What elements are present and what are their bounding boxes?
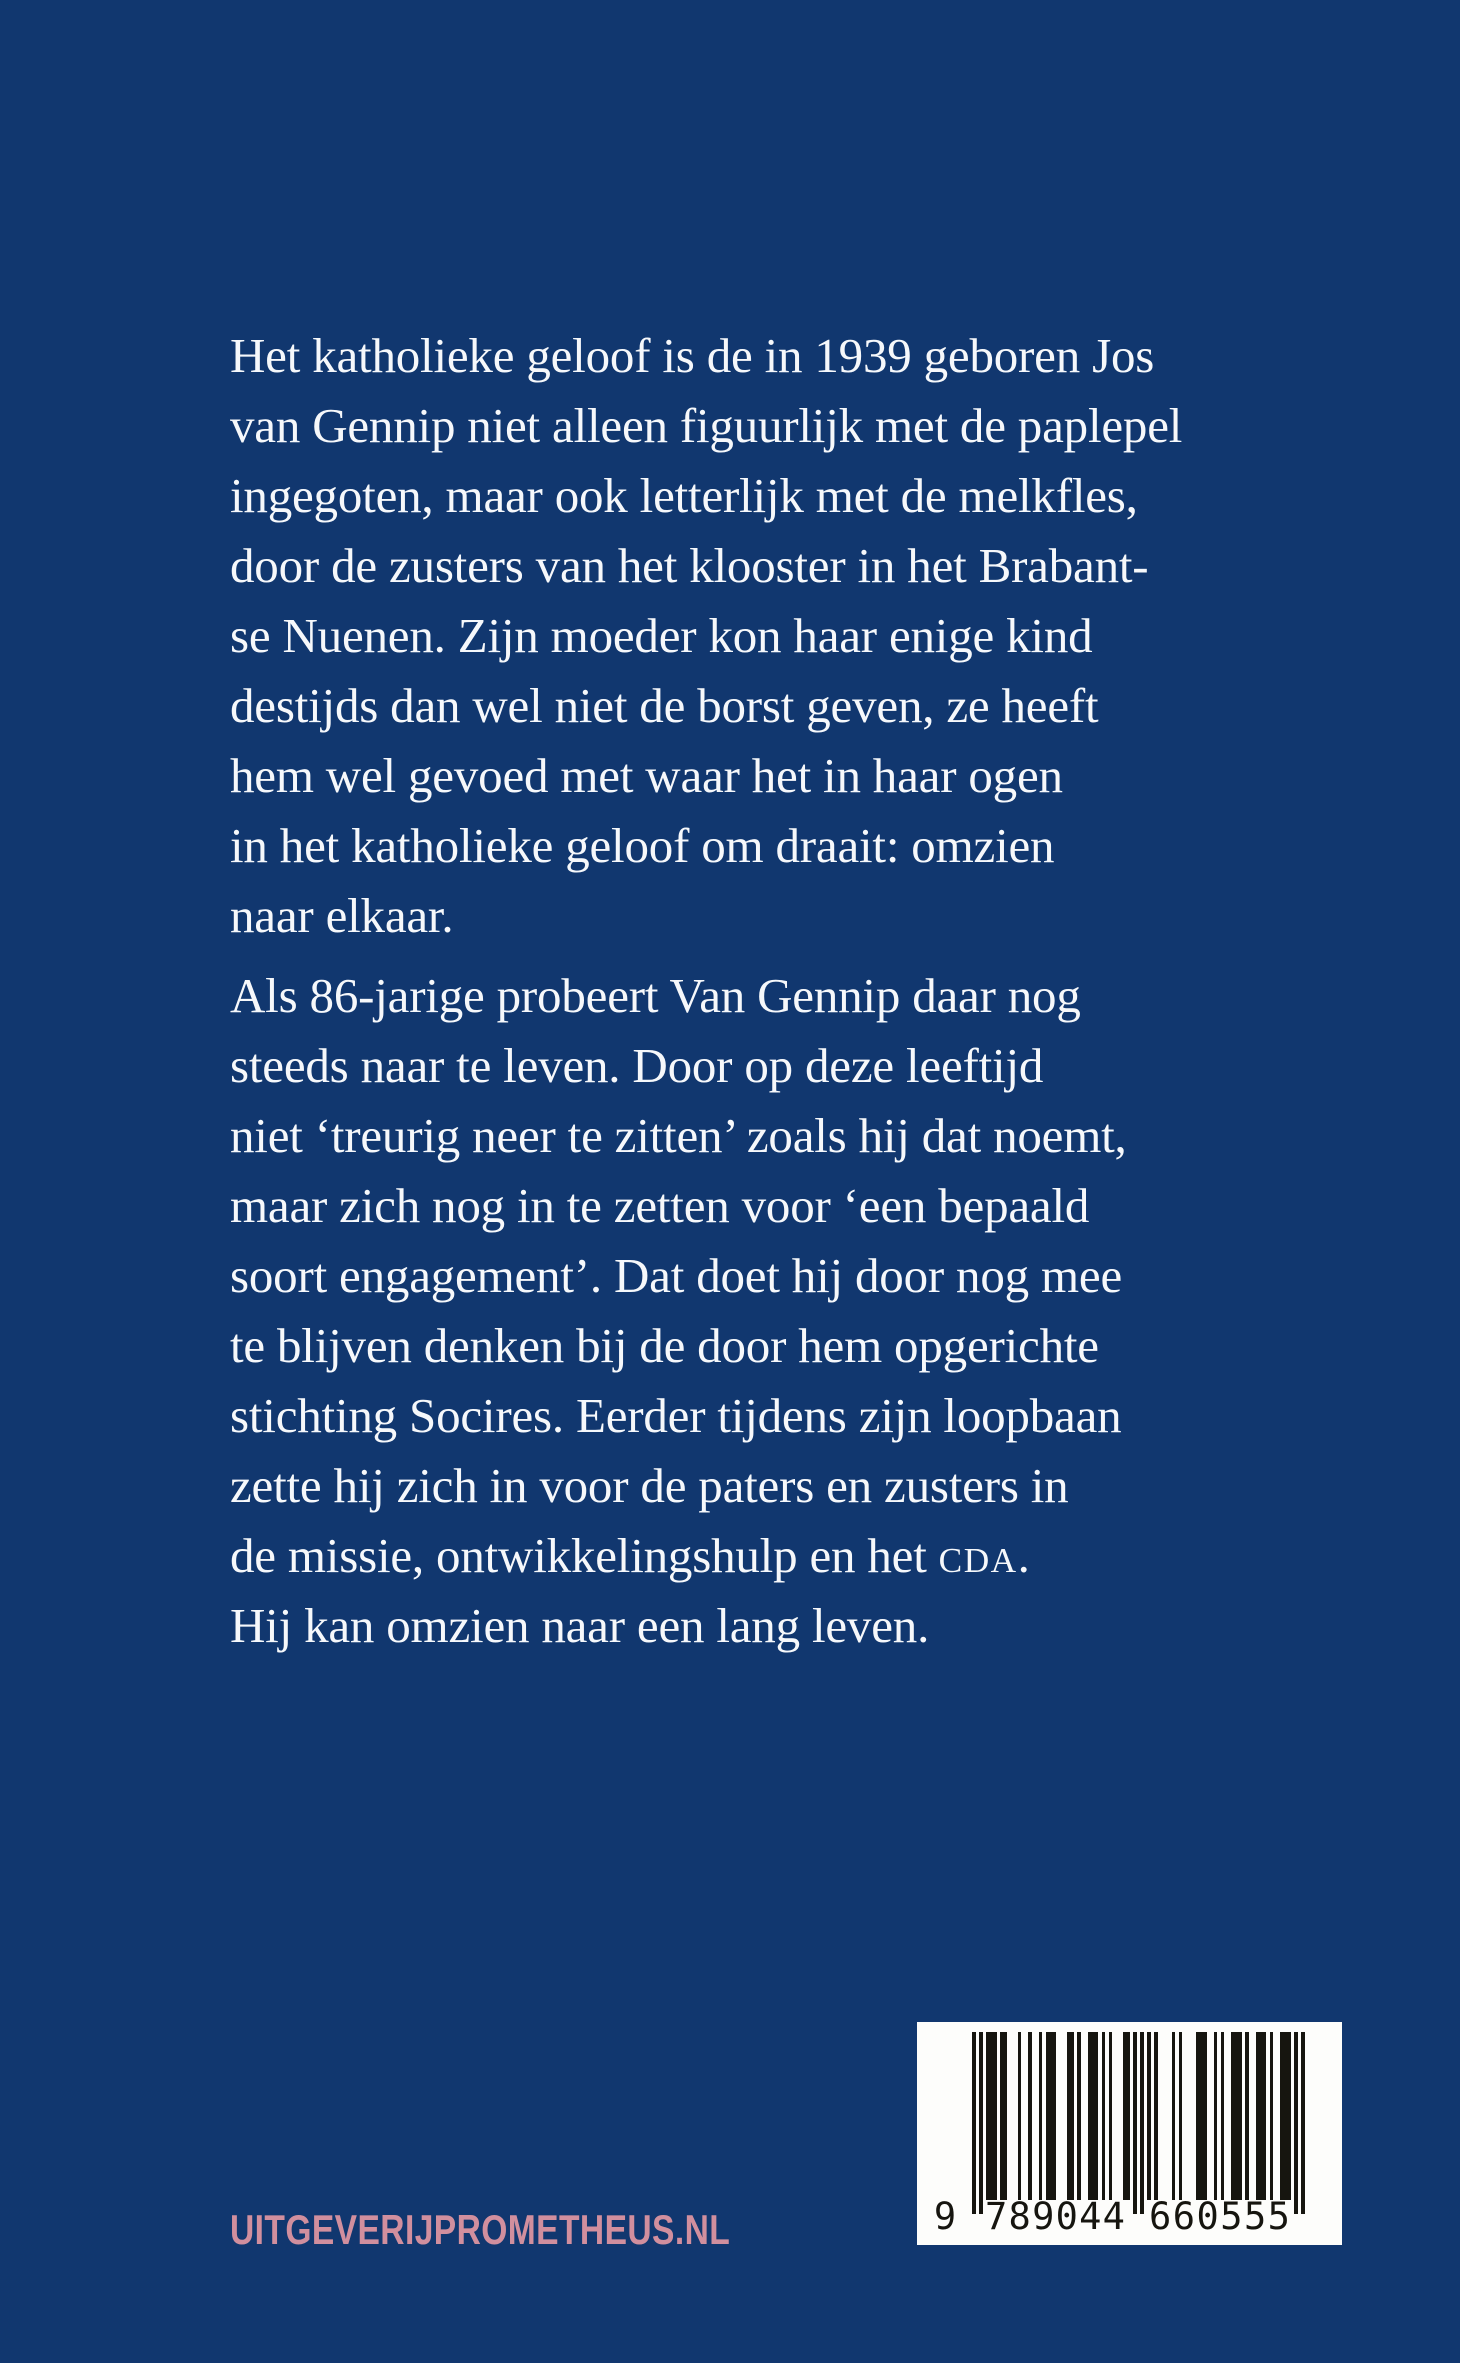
- blurb-paragraph-1: [230, 321, 1310, 951]
- blurb-line: soort engagement’. Dat doet hij door nog mee: [230, 1248, 1123, 1303]
- blurb-line: Hij kan omzien naar een lang leven.: [230, 1598, 930, 1653]
- barcode-digit: 4: [1102, 2195, 1125, 2238]
- back-cover-blurb: [230, 321, 1310, 1661]
- barcode-bar: [1102, 2032, 1106, 2200]
- barcode-digit: 4: [1079, 2195, 1102, 2238]
- barcode-digit: 6: [1149, 2195, 1172, 2238]
- barcode-digit: 0: [1055, 2195, 1078, 2238]
- blurb-line: zette hij zich in voor de paters en zusters in: [230, 1458, 1069, 1513]
- barcode-digit-leading: 9: [933, 2195, 957, 2238]
- blurb-line: Het katholieke geloof is de in 1939 geboren Jos: [230, 328, 1155, 383]
- blurb-line: se Nuenen. Zijn moeder kon haar enige kind: [230, 608, 1093, 663]
- barcode-bar: [993, 2032, 997, 2200]
- barcode-bar: [1287, 2032, 1291, 2200]
- blurb-line: door de zusters van het klooster in het Brabant-: [230, 538, 1149, 593]
- barcode-bar: [1203, 2032, 1207, 2200]
- blurb-line-cda: [230, 1521, 1310, 1591]
- barcode-digit: 0: [1196, 2195, 1219, 2238]
- blurb-line: van Gennip niet alleen figuurlijk met de paplepel: [230, 398, 1183, 453]
- blurb-line: Als 86-jarige probeert Van Gennip daar nog: [230, 968, 1081, 1023]
- cda-acronym: CDA: [938, 1541, 1018, 1580]
- blurb-line: steeds naar te leven. Door op deze leeftijd: [230, 1038, 1044, 1093]
- barcode-digit: 6: [1172, 2195, 1196, 2238]
- barcode-bar: [1077, 2032, 1081, 2200]
- barcode-digit: 8: [1008, 2195, 1031, 2238]
- barcode-digit: 5: [1243, 2195, 1267, 2238]
- barcode-bar: [1172, 2032, 1176, 2200]
- barcode-digit: 7: [985, 2195, 1008, 2238]
- blurb-line: maar zich nog in te zetten voor ‘een bepaald: [230, 1178, 1090, 1233]
- barcode-bar: [1039, 2032, 1043, 2200]
- barcode-bar: [1221, 2032, 1225, 2200]
- barcode-bar: [1095, 2032, 1099, 2200]
- barcode-bar: [1214, 2032, 1218, 2200]
- cda-line-pre: de missie, ontwikkelingshulp en het: [230, 1528, 939, 1583]
- blurb-line: stichting Socires. Eerder tijdens zijn loopbaan: [230, 1388, 1122, 1443]
- blurb-line: hem wel gevoed met waar het in haar ogen: [230, 748, 1063, 803]
- barcode-bar: [1126, 2032, 1130, 2200]
- cda-line-post: .: [1017, 1528, 1030, 1583]
- barcode-guard-bar: [1140, 2032, 1144, 2214]
- barcode-bar: [1028, 2032, 1032, 2200]
- barcode-guard-bar: [1133, 2032, 1137, 2214]
- publisher-website: UITGEVERIJPROMETHEUS.NL: [230, 2206, 731, 2253]
- blurb-line: te blijven denken bij de door hem opgerichte: [230, 1318, 1099, 1373]
- barcode-digit: 5: [1220, 2195, 1243, 2238]
- ean13-barcode: [972, 2032, 1305, 2214]
- barcode-guard-bar: [1301, 2032, 1305, 2214]
- barcode-bar: [1018, 2032, 1022, 2200]
- barcode-guard-bar: [972, 2032, 976, 2214]
- barcode-guard-bar: [979, 2032, 983, 2214]
- barcode-bar: [1004, 2032, 1008, 2200]
- barcode-bar: [1109, 2032, 1113, 2200]
- barcode-digits-right: [1149, 2195, 1290, 2238]
- blurb-paragraph-2: [230, 961, 1310, 1661]
- barcode-bar: [1147, 2032, 1151, 2200]
- barcode-bar: [1053, 2032, 1057, 2200]
- barcode-digits-left: [985, 2195, 1125, 2238]
- blurb-line: ingegoten, maar ook letterlijk met de melkfles,: [230, 468, 1138, 523]
- blurb-line: naar elkaar.: [230, 888, 454, 943]
- barcode-digit: 9: [1032, 2195, 1055, 2238]
- barcode-bar: [1263, 2032, 1267, 2200]
- barcode-bar: [1179, 2032, 1183, 2200]
- barcode-bar: [1270, 2032, 1274, 2200]
- barcode-guard-bar: [1294, 2032, 1298, 2214]
- barcode-bar: [1238, 2032, 1242, 2200]
- barcode-digit: 5: [1267, 2195, 1290, 2238]
- blurb-line: niet ‘treurig neer te zitten’ zoals hij dat noemt,: [230, 1108, 1127, 1163]
- blurb-line: in het katholieke geloof om draait: omzien: [230, 818, 1055, 873]
- isbn-barcode-panel: [917, 2022, 1342, 2245]
- barcode-bar: [1070, 2032, 1074, 2200]
- barcode-bar: [1245, 2032, 1249, 2200]
- barcode-bar: [1154, 2032, 1158, 2200]
- blurb-line: destijds dan wel niet de borst geven, ze heeft: [230, 678, 1099, 733]
